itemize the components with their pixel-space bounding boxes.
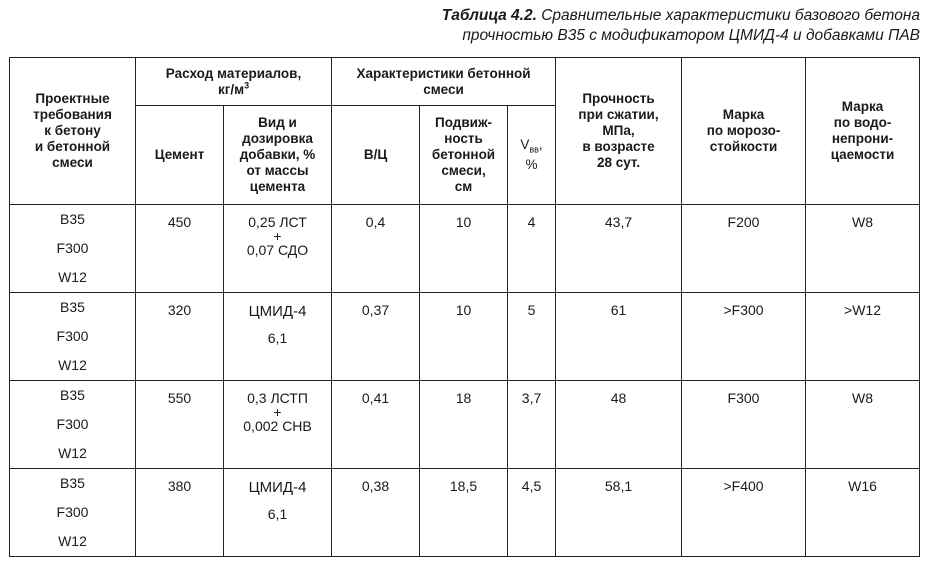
cell-frost: >F300 <box>682 293 806 381</box>
cell-cement: 320 <box>136 293 224 381</box>
cell-cement: 550 <box>136 381 224 469</box>
cell-water: W8 <box>806 381 920 469</box>
table-caption <box>280 6 920 46</box>
cell-additive: 0,3 ЛСТП + 0,002 СНВ <box>224 381 332 469</box>
cell-water: >W12 <box>806 293 920 381</box>
header-additive: Вид и дозировка добавки, % от массы цемента <box>224 106 332 205</box>
cell-water: W8 <box>806 205 920 293</box>
cell-wc: 0,37 <box>332 293 420 381</box>
cell-requirements: В35 F300 W12 <box>10 469 136 557</box>
caption-label: Таблица 4.2. <box>441 7 537 24</box>
cell-frost: F200 <box>682 205 806 293</box>
table-row <box>10 293 920 381</box>
cell-air-content: 3,7 <box>508 381 556 469</box>
cell-strength: 58,1 <box>556 469 682 557</box>
cell-mobility: 10 <box>420 293 508 381</box>
cell-strength: 48 <box>556 381 682 469</box>
cell-requirements: В35 F300 W12 <box>10 381 136 469</box>
cell-requirements: В35 F300 W12 <box>10 293 136 381</box>
header-cement: Цемент <box>136 106 224 205</box>
caption-line2: прочностью В35 с модификатором ЦМИД-4 и добавками ПАВ <box>462 27 920 44</box>
cell-cement: 450 <box>136 205 224 293</box>
cell-air-content: 4 <box>508 205 556 293</box>
cell-wc: 0,38 <box>332 469 420 557</box>
table-row <box>10 381 920 469</box>
header-air-content: $V_{вв}$, % <box>508 106 556 205</box>
cell-frost: >F400 <box>682 469 806 557</box>
cell-cement: 380 <box>136 469 224 557</box>
cell-additive: ЦМИД-4 6,1 <box>224 469 332 557</box>
header-wc: В/Ц <box>332 106 420 205</box>
header-mix-group: Характеристики бетонной смеси <box>332 58 556 106</box>
cell-mobility: 18 <box>420 381 508 469</box>
caption-line1: Сравнительные характеристики базового бетона <box>536 7 920 24</box>
cell-additive: 0,25 ЛСТ + 0,07 СДО <box>224 205 332 293</box>
cell-strength: 43,7 <box>556 205 682 293</box>
header-mobility: Подвиж- ность бетонной смеси, см <box>420 106 508 205</box>
table-row <box>10 205 920 293</box>
header-requirements: Проектные требования к бетону и бетонной смеси <box>10 58 136 205</box>
header-consumption-group: Расход материалов, $кг/м^3$ <box>136 58 332 106</box>
cell-additive: ЦМИД-4 6,1 <box>224 293 332 381</box>
cell-strength: 61 <box>556 293 682 381</box>
comparison-table <box>9 57 920 557</box>
cell-mobility: 10 <box>420 205 508 293</box>
header-frost: Марка по морозо- стойкости <box>682 58 806 205</box>
cell-requirements: В35 F300 W12 <box>10 205 136 293</box>
table-row <box>10 469 920 557</box>
header-water: Марка по водо- непрони- цаемости <box>806 58 920 205</box>
cell-water: W16 <box>806 469 920 557</box>
cell-air-content: 4,5 <box>508 469 556 557</box>
cell-mobility: 18,5 <box>420 469 508 557</box>
header-strength: Прочность при сжатии, МПа, в возрасте 28 сут. <box>556 58 682 205</box>
cell-air-content: 5 <box>508 293 556 381</box>
cell-wc: 0,4 <box>332 205 420 293</box>
cell-wc: 0,41 <box>332 381 420 469</box>
cell-frost: F300 <box>682 381 806 469</box>
